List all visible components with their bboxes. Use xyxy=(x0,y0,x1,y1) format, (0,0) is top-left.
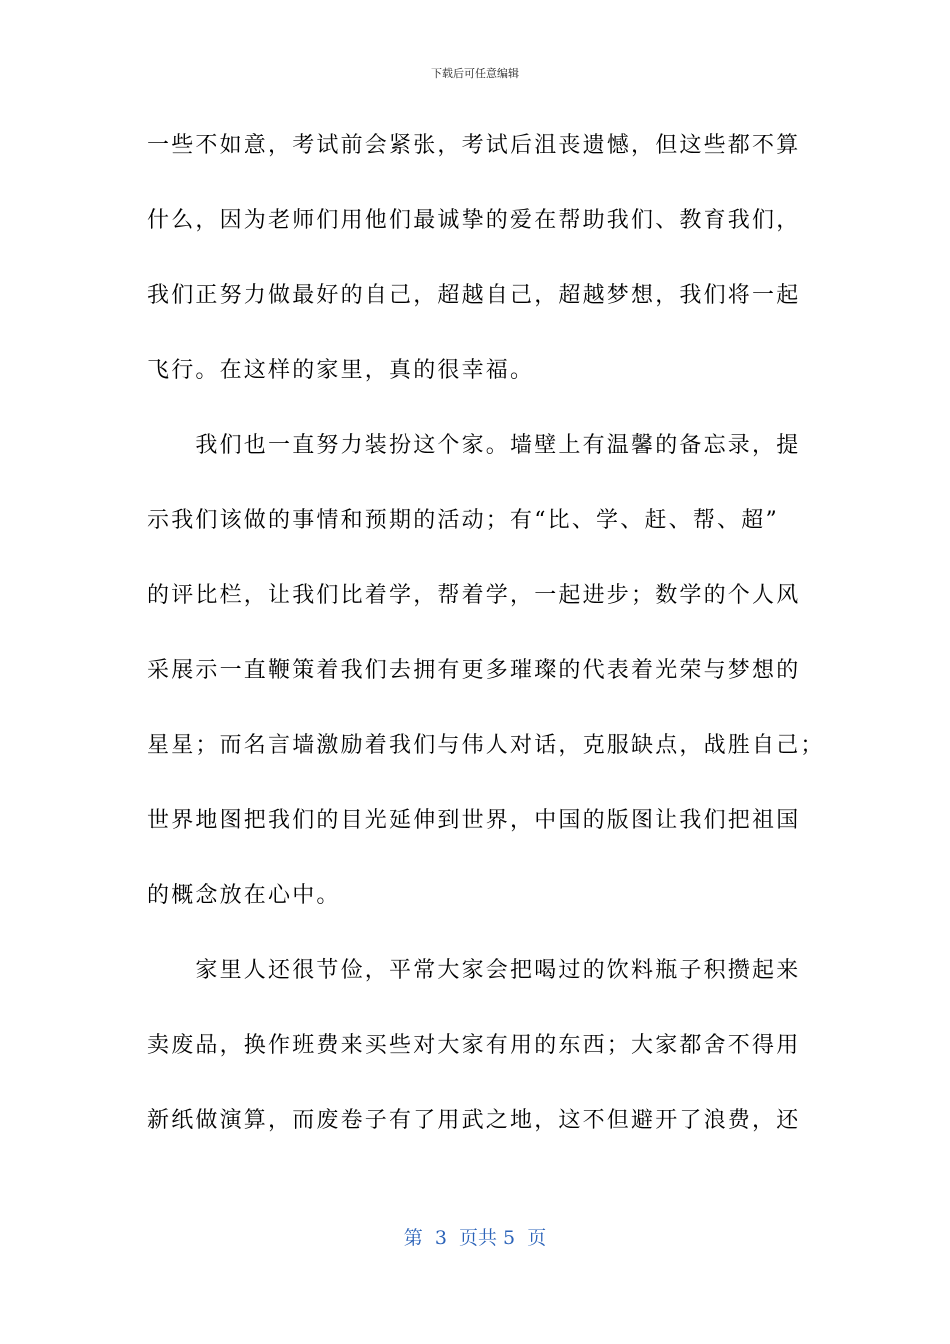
text-line: 的概念放在心中。 xyxy=(147,883,341,908)
page-number-footer: 第 3 页共 5 页 xyxy=(403,1227,547,1249)
text-line: 的评比栏，让我们比着学，帮着学，一起进步；数学的个人风 xyxy=(147,583,801,608)
text-line: 示我们该做的事情和预期的活动；有“比、学、赶、帮、超” xyxy=(147,508,779,533)
page-header: 下载后可任意编辑 xyxy=(431,67,519,80)
text-line: 卖废品，换作班费来买些对大家有用的东西；大家都舍不得用 xyxy=(147,1033,801,1058)
paragraph-start-line: 我们也一直努力装扮这个家。墙壁上有温馨的备忘录，提 xyxy=(147,433,801,458)
paragraph-start-line: 家里人还很节俭，平常大家会把喝过的饮料瓶子积攒起来 xyxy=(147,958,801,983)
document-body xyxy=(147,124,825,1174)
text-line: 一些不如意，考试前会紧张，考试后沮丧遗憾，但这些都不算 xyxy=(147,133,801,158)
text-line: 世界地图把我们的目光延伸到世界，中国的版图让我们把祖国 xyxy=(147,808,801,833)
text-line: 我们正努力做最好的自己，超越自己，超越梦想，我们将一起 xyxy=(147,283,801,308)
text-line: 飞行。在这样的家里，真的很幸福。 xyxy=(147,358,535,383)
text-line: 星星；而名言墙激励着我们与伟人对话，克服缺点，战胜自己； xyxy=(147,733,825,758)
text-line: 什么，因为老师们用他们最诚挚的爱在帮助我们、教育我们， xyxy=(147,208,801,233)
text-line: 采展示一直鞭策着我们去拥有更多璀璨的代表着光荣与梦想的 xyxy=(147,658,801,683)
text-line: 新纸做演算，而废卷子有了用武之地，这不但避开了浪费，还 xyxy=(147,1108,801,1133)
